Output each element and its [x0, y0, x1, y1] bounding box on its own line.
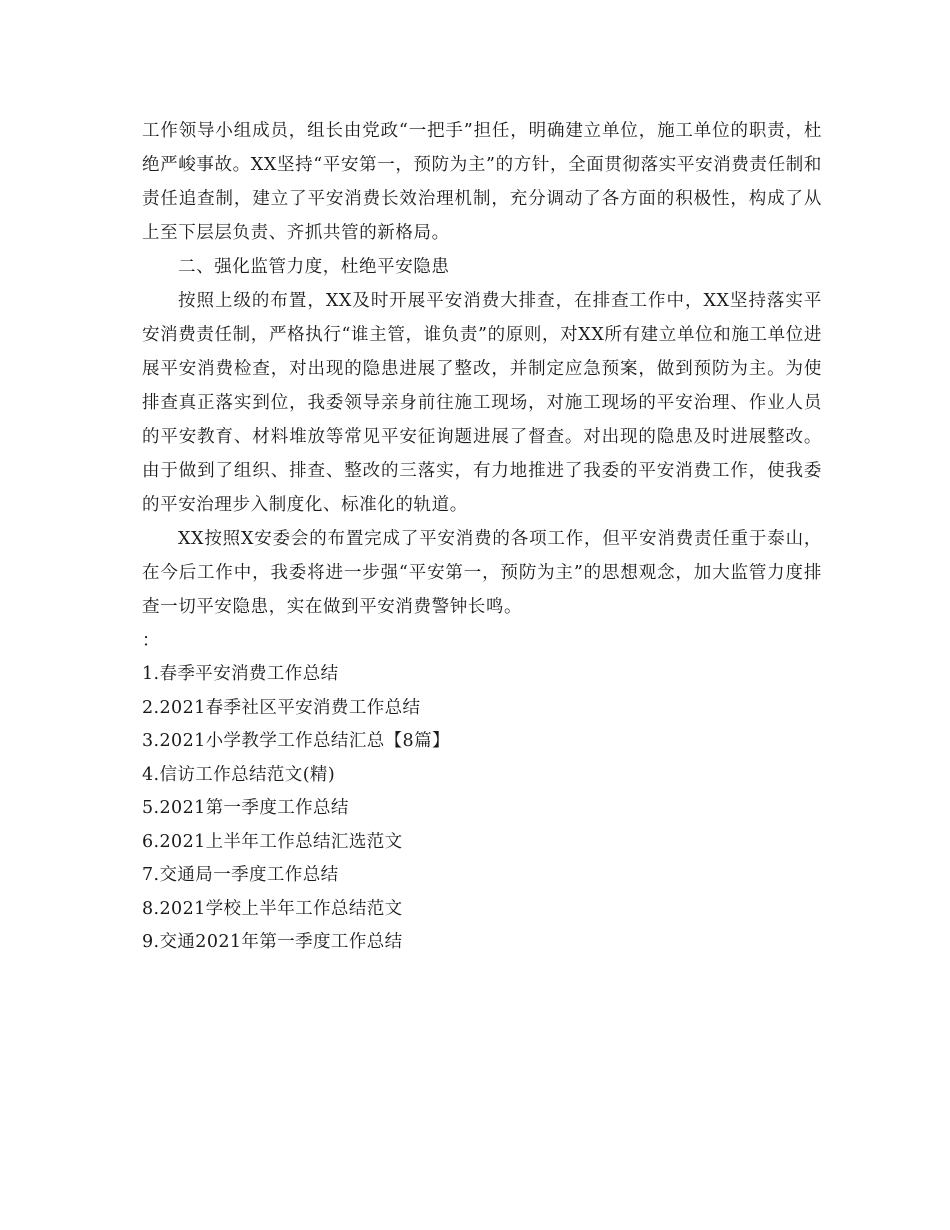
list-item[interactable] [142, 792, 822, 826]
list-item[interactable] [142, 826, 822, 860]
body-paragraph-1: 工作领导小组成员，组长由党政“一把手”担任，明确建立单位，施工单位的职责，杜绝严峻事故。XX坚持“平安第一，预防为主”的方针，全面贯彻落实平安消费责任制和责任追查制，建立了平安消费长效治理机制，充分调动了各方面的积极性，构成了从上至下层层负责、齐抓共管的新格局。 [142, 121, 822, 243]
list-item[interactable] [142, 893, 822, 927]
related-link[interactable]: 9.交通2021年第一季度工作总结 [142, 932, 403, 952]
body-paragraph-3: XX按照X安委会的布置完成了平安消费的各项工作，但平安消费责任重于泰山，在今后工作中，我委将进一步强“平安第一，预防为主”的思想观念，加大监管力度排查一切平安隐患，实在做到平安消费警钟长鸣。 [142, 529, 822, 617]
related-link[interactable]: 7.交通局一季度工作总结 [142, 865, 339, 885]
related-articles-list [142, 658, 822, 960]
document-page [142, 114, 822, 960]
list-item[interactable] [142, 926, 822, 960]
related-link[interactable]: 3.2021小学教学工作总结汇总【8篇】 [142, 731, 450, 751]
list-item[interactable] [142, 692, 822, 726]
related-link[interactable]: 6.2021上半年工作总结汇选范文 [142, 831, 403, 852]
list-separator: ： [142, 631, 160, 651]
related-link[interactable]: 1.春季平安消费工作总结 [142, 664, 339, 684]
list-item[interactable] [142, 658, 822, 692]
list-item[interactable] [142, 725, 822, 759]
related-link[interactable]: 2.2021春季社区平安消费工作总结 [142, 697, 421, 718]
list-item[interactable] [142, 859, 822, 893]
list-item[interactable] [142, 759, 822, 793]
body-paragraph-2: 按照上级的布置，XX及时开展平安消费大排查，在排查工作中，XX坚持落实平安消费责任制，严格执行“谁主管，谁负责”的原则，对XX所有建立单位和施工单位进展平安消费检查，对出现的隐患进展了整改，并制定应急预案，做到预防为主。为使排查真正落实到位，我委领导亲身前往施工现场，对施工现场的平安治理、作业人员的平安教育、材料堆放等常见平安征询题进展了督查。对出现的隐患及时进展整改。由于做到了组织、排查、整改的三落实，有力地推进了我委的平安消费工作，使我委的平安治理步入制度化、标准化的轨道。 [142, 291, 822, 515]
section-heading: 二、强化监管力度，杜绝平安隐患 [178, 257, 450, 277]
related-link[interactable]: 8.2021学校上半年工作总结范文 [142, 898, 403, 919]
related-link[interactable]: 5.2021第一季度工作总结 [142, 798, 349, 818]
related-link[interactable]: 4.信访工作总结范文(精) [142, 764, 336, 785]
